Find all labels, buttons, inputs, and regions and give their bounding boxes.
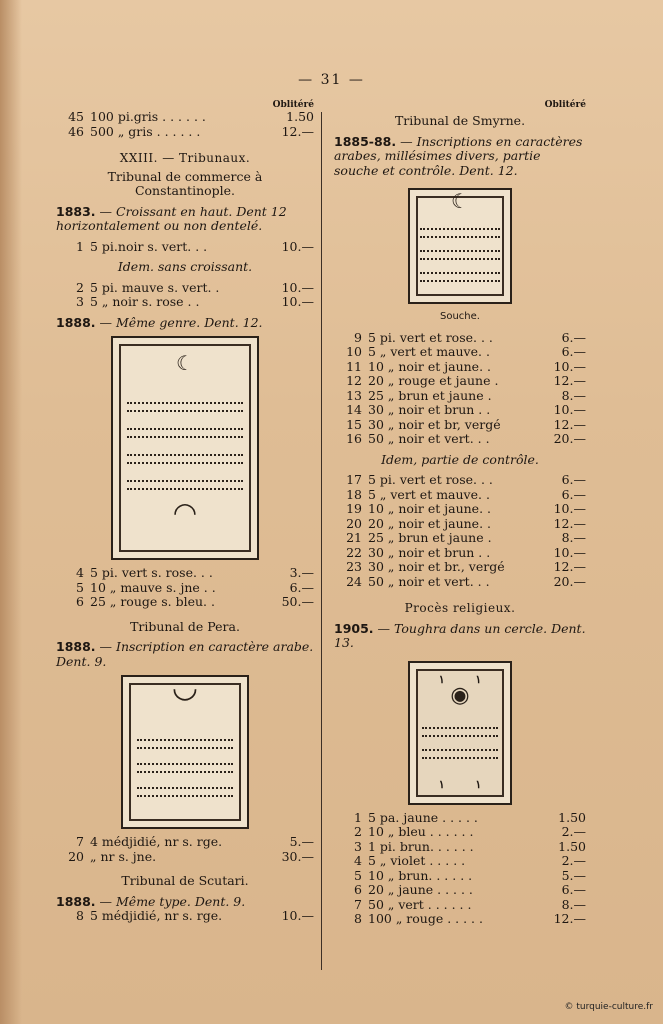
- tribunal-title: Tribunal de commerce à Constantinople.: [107, 168, 263, 198]
- price-value: 10.—: [281, 294, 314, 309]
- catalog-number: 3: [354, 838, 362, 854]
- tribunal-title: Tribunal de Scutari.: [121, 873, 249, 888]
- price-list: [56, 909, 314, 924]
- copyright-credit: © turquie-culture.fr: [564, 1002, 653, 1012]
- stamp-value-label: ١ ١: [438, 778, 482, 791]
- catalog-number: 4: [76, 565, 84, 580]
- catalog-number: 11: [346, 358, 362, 374]
- issue-description: [56, 316, 314, 331]
- issue-description: [334, 622, 586, 651]
- stamp-description: 1 pi. brun. . . . . .: [368, 839, 474, 854]
- catalog-number: 10: [346, 344, 362, 359]
- catalog-row: [334, 811, 586, 826]
- price-value: 6.—: [561, 472, 586, 487]
- catalog-row: [56, 595, 314, 610]
- catalog-row: [334, 418, 586, 433]
- catalog-number: 20: [68, 848, 84, 864]
- stamp-description: 20 „ rouge et jaune .: [368, 374, 499, 388]
- catalog-number: 4: [354, 853, 362, 868]
- price-value: 12.—: [553, 373, 586, 388]
- stamp-description: 20 „ noir et jaune. .: [368, 516, 491, 531]
- catalog-row: [334, 560, 586, 575]
- catalog-row: [334, 912, 586, 927]
- catalog-number: 20: [346, 515, 362, 531]
- stamp-description: 500 „ gris . . . . . .: [90, 124, 201, 139]
- stamp-description: 5 pi.noir s. vert. . .: [90, 239, 208, 254]
- price-value: 12.—: [553, 911, 586, 926]
- price-list: [334, 473, 586, 589]
- catalog-number: 9: [354, 329, 362, 345]
- stamp-description: 50 „ noir et vert. . .: [368, 432, 490, 446]
- issue-year: 1883.: [56, 203, 96, 219]
- price-value: 12.—: [553, 416, 586, 432]
- catalog-row: [334, 575, 586, 590]
- stamp-description: 4 médjidié, nr s. rge.: [90, 835, 223, 849]
- catalog-row: [334, 825, 586, 840]
- issue-year: 1888.: [56, 893, 96, 909]
- price-value: 6.—: [561, 486, 586, 502]
- catalog-row: [56, 581, 314, 596]
- catalog-row: [334, 360, 586, 375]
- page-edge-shadow: [0, 0, 22, 1024]
- stamp-description: 100 pi.gris . . . . . .: [90, 110, 206, 124]
- issue-year: 1905.: [334, 620, 374, 636]
- stamp-description: 10 „ noir et jaune. .: [368, 502, 491, 516]
- stamp-description: 50 „ vert . . . . . .: [368, 897, 472, 912]
- issue-description: [56, 205, 314, 234]
- catalog-number: 45: [68, 109, 84, 124]
- stamp-illustration: [408, 188, 512, 304]
- catalog-row: [334, 531, 586, 546]
- stamp-illustration: [121, 670, 249, 829]
- price-value: 20.—: [553, 431, 586, 446]
- catalog-row: [334, 869, 586, 884]
- issue-text: — Inscriptions en caractères arabes, millésimes divers, partie souche et contrôle. Dent. 12.: [334, 133, 583, 178]
- idem-note: Idem. sans croissant.: [117, 259, 253, 274]
- price-value: 10.—: [281, 908, 314, 923]
- price-value: 10.—: [553, 501, 586, 516]
- catalog-number: 24: [346, 573, 362, 589]
- catalog-number: 7: [354, 896, 362, 912]
- stamp-description: 25 „ brun et jaune .: [368, 388, 492, 403]
- catalog-row: [334, 840, 586, 855]
- price-list: [56, 240, 314, 255]
- tribunal-title: Tribunal de Pera.: [130, 618, 240, 634]
- catalog-number: 16: [346, 431, 362, 446]
- tribunal-title: Tribunal de Smyrne.: [394, 113, 526, 128]
- catalog-number: 46: [68, 123, 84, 139]
- catalog-number: 21: [346, 530, 362, 545]
- price-value: 10.—: [553, 544, 586, 560]
- issue-text: — Croissant en haut. Dent 12 horizontalement ou non dentelé.: [56, 203, 287, 233]
- stamp-description: 25 „ rouge s. bleu. .: [90, 595, 215, 609]
- price-value: 1.50: [286, 109, 314, 124]
- issue-year: 1888.: [56, 314, 96, 330]
- stamp-description: 10 „ noir et jaune. .: [368, 359, 491, 374]
- price-list: [334, 811, 586, 927]
- issue-description: [56, 895, 314, 910]
- catalog-row: [56, 281, 314, 296]
- stamp-description: „ nr s. jne.: [90, 849, 157, 864]
- price-value: 1.50: [558, 809, 586, 825]
- catalog-number: 19: [346, 501, 362, 516]
- catalog-number: 6: [354, 882, 362, 897]
- price-value: 12.—: [281, 123, 314, 139]
- catalog-row: [56, 295, 314, 310]
- catalog-row: [334, 331, 586, 346]
- stamp-description: 5 pi. mauve s. vert. .: [90, 280, 220, 295]
- catalog-row: [334, 403, 586, 418]
- price-value: 6.—: [561, 882, 586, 897]
- catalog-row: [334, 345, 586, 360]
- catalog-number: 2: [354, 824, 362, 839]
- price-value: 8.—: [561, 896, 586, 912]
- price-value: 12.—: [553, 515, 586, 531]
- toughra-circle-icon: ◉: [450, 682, 470, 708]
- catalog-row: [334, 473, 586, 488]
- price-value: 2.—: [561, 824, 586, 839]
- issue-text: — Même type. Dent. 9.: [99, 893, 246, 909]
- stamp-description: 5 „ vert et mauve. .: [368, 345, 490, 359]
- stamp-description: 10 „ mauve s. jne . .: [90, 580, 216, 595]
- price-value: 5.—: [289, 834, 314, 849]
- price-value: 30.—: [281, 848, 314, 864]
- oblitere-header: Oblitéré: [272, 100, 314, 110]
- left-column: [56, 98, 314, 924]
- arch-ornament-icon: ◠: [172, 496, 198, 529]
- stamp-illustration: [408, 661, 512, 805]
- catalog-row: [334, 488, 586, 503]
- arch-ornament-icon: ◡: [171, 670, 199, 705]
- issue-description: [56, 640, 314, 669]
- price-value: 12.—: [553, 559, 586, 574]
- catalog-row: [56, 110, 314, 125]
- section-heading: Procès religieux.: [404, 601, 516, 615]
- issue-description: [334, 135, 586, 179]
- price-list: [56, 110, 314, 139]
- oblitere-header: Oblitéré: [544, 100, 586, 110]
- catalog-number: 1: [354, 809, 362, 825]
- price-value: 5.—: [561, 867, 586, 883]
- price-value: 8.—: [561, 387, 586, 403]
- stamp-description: 20 „ jaune . . . . .: [368, 883, 473, 897]
- price-value: 6.—: [561, 329, 586, 345]
- price-value: 8.—: [561, 530, 586, 545]
- price-list: [56, 566, 314, 610]
- stamp-description: 10 „ bleu . . . . . .: [368, 825, 474, 839]
- catalog-number: 8: [76, 908, 84, 923]
- catalog-number: 22: [346, 544, 362, 560]
- price-value: 10.—: [281, 279, 314, 295]
- souche-caption: Souche.: [440, 311, 480, 322]
- catalog-row: [56, 850, 314, 865]
- stamp-description: 5 „ noir s. rose . .: [90, 295, 200, 309]
- catalog-row: [56, 566, 314, 581]
- right-column: [334, 98, 586, 927]
- issue-text: — Toughra dans un cercle. Dent. 13.: [334, 620, 586, 650]
- catalog-number: 5: [354, 867, 362, 883]
- stamp-description: 5 pa. jaune . . . . .: [368, 810, 478, 825]
- catalog-number: 15: [346, 416, 362, 432]
- price-value: 3.—: [289, 565, 314, 580]
- catalog-number: 18: [346, 486, 362, 502]
- price-value: 2.—: [561, 853, 586, 868]
- stamp-description: 30 „ noir et br, vergé: [368, 417, 501, 432]
- catalog-number: 12: [346, 373, 362, 388]
- catalog-number: 2: [76, 279, 84, 295]
- catalog-row: [334, 502, 586, 517]
- stamp-description: 5 pi. vert et rose. . .: [368, 473, 493, 487]
- section-heading: XXIII. — Tribunaux.: [119, 151, 251, 165]
- catalog-number: 17: [346, 472, 362, 487]
- price-value: 1.50: [558, 838, 586, 854]
- stamp-description: 30 „ noir et brun . .: [368, 403, 491, 417]
- catalog-row: [56, 835, 314, 850]
- page-number: — 31 —: [298, 72, 365, 88]
- price-list: [334, 331, 586, 447]
- stamp-description: 30 „ noir et br., vergé: [368, 560, 505, 574]
- catalog-row: [334, 898, 586, 913]
- stamp-description: 100 „ rouge . . . . .: [368, 912, 483, 926]
- stamp-description: 5 „ violet . . . . .: [368, 854, 466, 868]
- issue-text: — Inscription en caractère arabe. Dent. 9.: [56, 639, 314, 669]
- catalog-number: 13: [346, 387, 362, 403]
- crescent-icon: ☾: [176, 351, 194, 375]
- stamp-description: 25 „ brun et jaune .: [368, 531, 492, 545]
- stamp-description: 5 médjidié, nr s. rge.: [90, 909, 223, 923]
- price-list: [56, 835, 314, 864]
- catalog-row: [334, 389, 586, 404]
- catalog-row: [56, 125, 314, 140]
- stamp-description: 5 pi. vert s. rose. . .: [90, 566, 213, 580]
- stamp-description: 30 „ noir et brun . .: [368, 545, 491, 560]
- stamp-value-label: ١ ١: [438, 672, 482, 686]
- catalog-row: [334, 432, 586, 447]
- issue-year: 1888.: [56, 639, 96, 654]
- catalog-number: 5: [76, 579, 84, 595]
- price-value: 50.—: [281, 594, 314, 609]
- catalog-number: 3: [76, 294, 84, 309]
- price-value: 20.—: [553, 573, 586, 589]
- catalog-row: [334, 517, 586, 532]
- stamp-description: 5 „ vert et mauve. .: [368, 487, 490, 502]
- stamp-illustration: [111, 336, 259, 560]
- catalog-row: [56, 909, 314, 924]
- catalog-row: [334, 883, 586, 898]
- catalog-number: 14: [346, 402, 362, 417]
- stamp-description: 5 pi. vert et rose. . .: [368, 330, 493, 345]
- catalog-row: [334, 374, 586, 389]
- catalog-number: 6: [76, 594, 84, 609]
- catalog-number: 23: [346, 559, 362, 574]
- catalog-row: [56, 240, 314, 255]
- catalog-row: [334, 546, 586, 561]
- price-value: 6.—: [289, 579, 314, 595]
- idem-note: Idem, partie de contrôle.: [381, 451, 539, 467]
- column-divider: [321, 112, 322, 970]
- issue-year: 1885-88.: [334, 133, 397, 149]
- stamp-description: 10 „ brun. . . . . .: [368, 868, 473, 883]
- stamp-description: 50 „ noir et vert. . .: [368, 574, 490, 589]
- catalog-number: 8: [354, 911, 362, 926]
- price-value: 10.—: [553, 402, 586, 417]
- price-value: 6.—: [561, 344, 586, 359]
- price-value: 10.—: [553, 358, 586, 374]
- catalog-number: 1: [76, 238, 84, 254]
- crescent-icon: ☾: [451, 189, 469, 213]
- price-value: 10.—: [281, 238, 314, 254]
- catalog-row: [334, 854, 586, 869]
- price-list: [56, 281, 314, 310]
- issue-text: — Même genre. Dent. 12.: [99, 314, 263, 330]
- catalog-number: 7: [76, 834, 84, 849]
